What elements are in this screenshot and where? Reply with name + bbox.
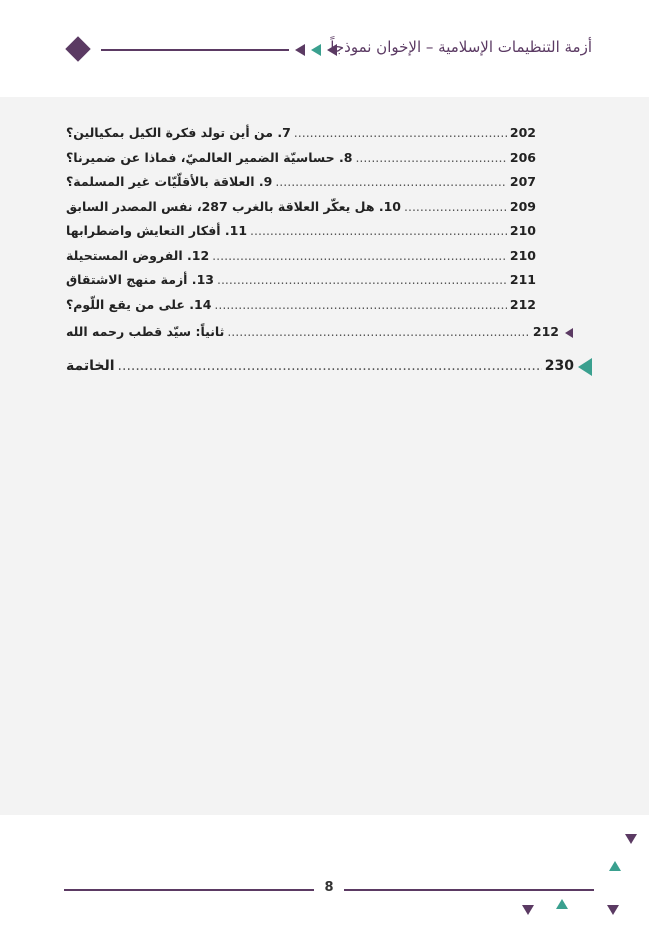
- toc-leader-dots: [404, 199, 507, 214]
- purple-triangle-icon: [607, 905, 619, 915]
- toc-leader-dots: [227, 324, 530, 339]
- toc-entry-label: 10. هل يعكّر العلاقة بالغرب 287، نفس المصدر السابق: [66, 199, 401, 214]
- toc-leader-dots: [214, 297, 507, 312]
- toc-entry-label: ثانياً: سيّد قطب رحمه الله: [66, 324, 225, 339]
- toc-entry[interactable]: [66, 223, 536, 245]
- toc-panel: [0, 97, 649, 815]
- toc-entry[interactable]: [66, 248, 536, 270]
- toc-leader-dots: [212, 248, 507, 263]
- chapter-arrow-icon: [578, 358, 592, 376]
- toc-section-entry[interactable]: [66, 324, 559, 346]
- diamond-ornament-icon: [65, 36, 90, 61]
- toc-entry-label: 12. الفروض المستحيلة: [66, 248, 210, 263]
- toc-entry[interactable]: [66, 150, 536, 172]
- toc-entry-page: 230: [544, 358, 574, 374]
- toc-entry-page: 212: [532, 324, 559, 339]
- running-title: أزمة التنظيمات الإسلامية – الإخوان نموذجاً: [330, 38, 592, 56]
- toc-entry-label: الخاتمة: [66, 358, 115, 374]
- toc-entry-label: 8. حساسيّة الضمير العالميّ، فماذا عن ضميرنا؟: [66, 150, 353, 165]
- toc-entry-page: 210: [509, 223, 536, 238]
- toc-entry[interactable]: [66, 174, 536, 196]
- page-number: 8: [324, 880, 334, 895]
- toc-entry-page: 202: [509, 125, 536, 140]
- toc-entry-label: 9. العلاقة بالأقلّيّات غير المسلمة؟: [66, 174, 273, 189]
- toc-entry-label: 11. أفكار التعايش واضطرابها: [66, 223, 248, 238]
- purple-triangle-icon: [522, 905, 534, 915]
- toc-entry[interactable]: [66, 297, 536, 319]
- toc-leader-dots: [275, 174, 507, 189]
- teal-triangle-icon: [609, 861, 621, 871]
- purple-triangle-icon: [625, 834, 637, 844]
- toc-entry-page: 212: [509, 297, 536, 312]
- toc-entry-page: 211: [509, 272, 536, 287]
- purple-arrow-icon: [295, 44, 305, 56]
- toc-leader-dots: [355, 150, 506, 165]
- footer-rule-left: [64, 889, 314, 891]
- toc-entry-label: 7. من أين تولد فكرة الكيل بمكيالين؟: [66, 125, 291, 140]
- toc-leader-dots: [294, 125, 507, 140]
- toc-entry-page: 207: [509, 174, 536, 189]
- toc-leader-dots: [250, 223, 507, 238]
- toc-chapter-entry[interactable]: [66, 358, 574, 380]
- toc-entry-label: 14. على من يقع اللّوم؟: [66, 297, 212, 312]
- toc-entry[interactable]: [66, 199, 536, 221]
- toc-leader-dots: [118, 358, 542, 374]
- section-arrow-icon: [565, 328, 573, 338]
- header-rule: [101, 49, 289, 51]
- toc-entry-label: 13. أزمة منهج الاشتقاق: [66, 272, 214, 287]
- toc-entry[interactable]: [66, 272, 536, 294]
- toc-leader-dots: [217, 272, 507, 287]
- teal-triangle-icon: [556, 899, 568, 909]
- page-header: [0, 0, 649, 97]
- toc-entry-page: 206: [509, 150, 536, 165]
- footer-rule-right: [344, 889, 594, 891]
- toc-entry-page: 209: [509, 199, 536, 214]
- toc-entry-page: 210: [509, 248, 536, 263]
- teal-arrow-icon: [311, 44, 321, 56]
- toc-entry[interactable]: [66, 125, 536, 147]
